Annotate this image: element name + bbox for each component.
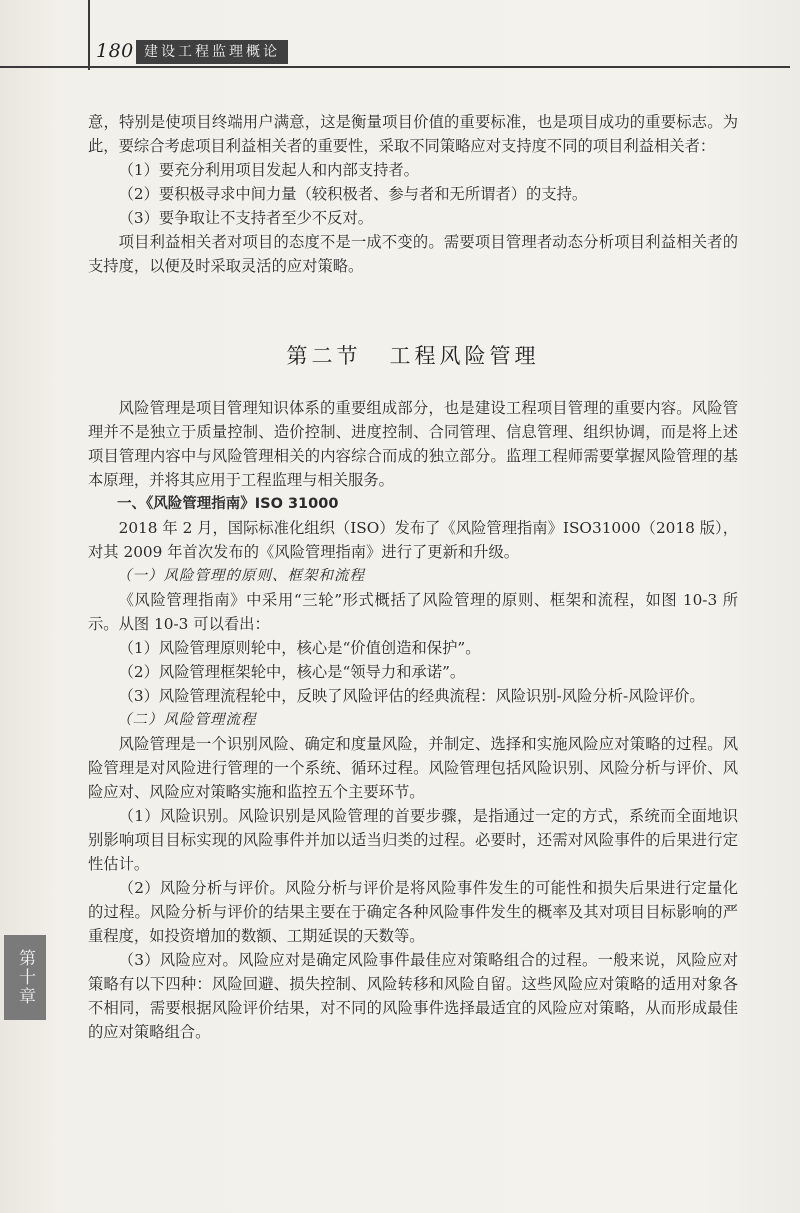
- page-number: 180: [96, 40, 134, 62]
- chapter-tab: 第十章: [4, 935, 46, 1020]
- process-paragraph: 风险管理是一个识别风险、确定和度量风险，并制定、选择和实施风险应对策略的过程。风险管理是对风险进行管理的一个系统、循环过程。风险管理包括风险识别、风险分析与评价、风险应对、风险应对策略实施和监控五个主要环节。: [88, 735, 738, 801]
- heading-level-2: （一）风险管理的原则、框架和流程: [117, 568, 365, 584]
- list-item: （3）风险管理流程轮中，反映了风险评估的经典流程：风险识别-风险分析-风险评价。: [118, 687, 705, 705]
- header-vertical-rule: [88, 0, 90, 70]
- principles-paragraph: 《风险管理指南》中采用“三轮”形式概括了风险管理的原则、框架和流程，如图 10-3 所示。从图 10-3 可以看出：: [88, 591, 738, 633]
- top-text-block: [88, 110, 738, 278]
- section-text-block: [88, 396, 738, 1044]
- list-item: （1）要充分利用项目发起人和内部支持者。: [118, 161, 419, 179]
- section-number: 第二节: [286, 344, 362, 368]
- list-item: （2）风险分析与评价。风险分析与评价是将风险事件发生的可能性和损失后果进行定量化的过程。风险分析与评价的结果主要在于确定各种风险事件发生的概率及其对项目目标影响的严重程度，如投资增加的数额、工期延误的天数等。: [88, 879, 738, 945]
- heading-level-1: 一、《风险管理指南》ISO 31000: [117, 496, 339, 512]
- intro-paragraph: 意，特别是使项目终端用户满意，这是衡量项目价值的重要标准，也是项目成功的重要标志。为此，要综合考虑项目利益相关者的重要性，采取不同策略应对支持度不同的项目利益相关者：: [88, 113, 738, 155]
- list-item: （1）风险识别。风险识别是风险管理的首要步骤，是指通过一定的方式，系统而全面地识别影响项目目标实现的风险事件并加以适当归类的过程。必要时，还需对风险事件的后果进行定性估计。: [88, 807, 738, 873]
- list-item: （1）风险管理原则轮中，核心是“价值创造和保护”。: [118, 639, 481, 657]
- list-item: （3）风险应对。风险应对是确定风险事件最佳应对策略组合的过程。一般来说，风险应对策略有以下四种：风险回避、损失控制、风险转移和风险自留。这些风险应对策略的适用对象各不相同，需要根据风险评价结果，对不同的风险事件选择最适宜的风险应对策略，从而形成最佳的应对策略组合。: [88, 951, 738, 1041]
- header-rule: [0, 66, 790, 68]
- section-heading: 工程风险管理: [389, 344, 540, 368]
- list-item: （2）要积极寻求中间力量（较积极者、参与者和无所谓者）的支持。: [118, 185, 588, 203]
- list-item: （3）要争取让不支持者至少不反对。: [118, 209, 374, 227]
- running-title: 建设工程监理概论: [136, 40, 288, 64]
- heading-level-2: （二）风险管理流程: [117, 712, 257, 728]
- closing-paragraph: 项目利益相关者对项目的态度不是一成不变的。需要项目管理者动态分析项目利益相关者的支持度，以便及时采取灵活的应对策略。: [88, 233, 738, 275]
- list-item: （2）风险管理框架轮中，核心是“领导力和承诺”。: [118, 663, 466, 681]
- iso-paragraph: 2018 年 2 月，国际标准化组织（ISO）发布了《风险管理指南》ISO31000（2018 版），对其 2009 年首次发布的《风险管理指南》进行了更新和升级。: [88, 519, 738, 561]
- section-title: [88, 340, 738, 370]
- section-intro-paragraph: 风险管理是项目管理知识体系的重要组成部分，也是建设工程项目管理的重要内容。风险管理并不是独立于质量控制、造价控制、进度控制、合同管理、信息管理、组织协调，而是将上述项目管理内容中与风险管理相关的内容综合而成的独立部分。监理工程师需要掌握风险管理的基本原理，并将其应用于工程监理与相关服务。: [88, 399, 738, 489]
